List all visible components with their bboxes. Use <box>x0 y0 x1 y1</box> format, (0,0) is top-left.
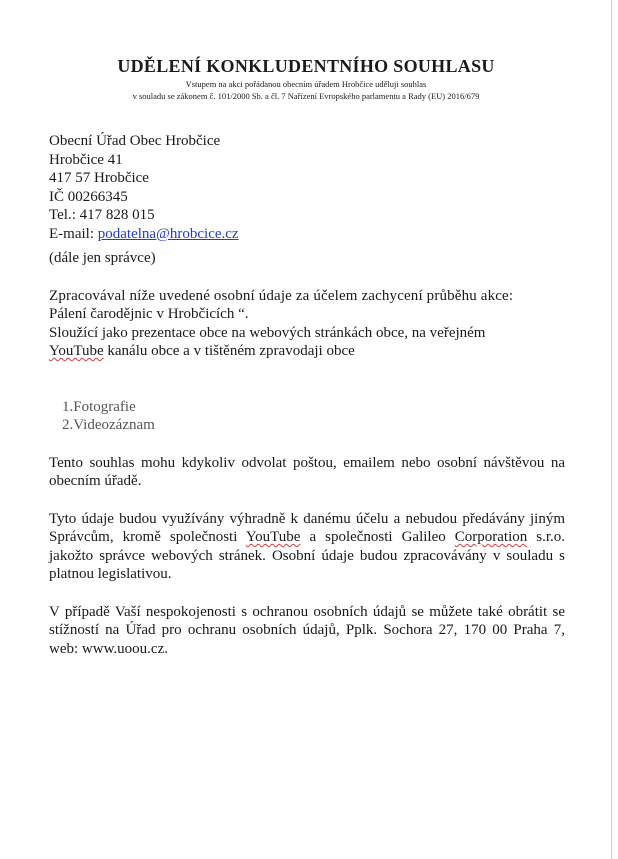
document-body <box>49 132 565 658</box>
purpose-line2: Pálení čarodějnic v Hrobčicích “. <box>49 306 249 322</box>
controller-phone: Tel.: 417 828 015 <box>49 207 155 223</box>
complaint-paragraph: V případě Vaší nespokojenosti s ochranou osobních údajů se můžete také obrátit se stížností na Úřad pro ochranu osobních údajů, Pplk. Sochora 27, 170 00 Praha 7, web: www.uoou.cz. <box>49 603 565 657</box>
controller-street: Hrobčice 41 <box>49 151 123 168</box>
usage-part1: Tyto údaje budou využívány výhradně k danému účelu a nebudou předávány jiným Správcům, kromě společnosti <box>49 510 565 545</box>
usage-part3: s.r.o. jakožto správce webových stránek. Osobní údaje budou zpracovávány v souladu s platnou legislativou. <box>49 529 566 582</box>
purpose-line1: Zpracovával níže uvedené osobní údaje za účelem zachycení průběhu akce: <box>49 287 514 304</box>
list-item <box>49 416 565 435</box>
document-title: UDĚLENÍ KONKLUDENTNÍHO SOUHLASU <box>117 56 495 76</box>
email-link[interactable]: podatelna@hrobcice.cz <box>97 225 239 242</box>
controller-ico: IČ 00266345 <box>49 188 128 205</box>
usage-paragraph <box>49 510 565 584</box>
document-subtitle-line2: v souladu se zákonem č. 101/2000 Sb. a čl. 7 Nařízení Evropského parlamentu a Rady (EU) 2016/679 <box>132 91 480 101</box>
data-items-list <box>49 398 565 435</box>
purpose-line3: Sloužící jako prezentace obce na webových stránkách obce, na veřejném <box>49 324 486 341</box>
controller-name: Obecní Úřad Obec Hrobčice <box>49 133 221 149</box>
youtube-word: YouTube <box>49 343 104 359</box>
list-item <box>49 398 565 417</box>
controller-address <box>49 132 565 268</box>
purpose-paragraph <box>49 287 565 361</box>
list-item-label: Fotografie <box>73 398 136 415</box>
revocation-paragraph: Tento souhlas mohu kdykoliv odvolat poštou, emailem nebo osobní návštěvou na obecním úřadě. <box>49 454 565 489</box>
purpose-line4-rest: kanálu obce a v tištěném zpravodaji obce <box>103 343 355 359</box>
list-item-label: Videozáznam <box>73 417 155 433</box>
usage-youtube: YouTube <box>245 529 301 545</box>
controller-email-line <box>49 225 565 244</box>
usage-part2: a společnosti Galileo <box>300 529 455 545</box>
controller-alias: (dále jen správce) <box>49 250 156 266</box>
email-label: E-mail: <box>49 225 94 242</box>
purpose-line4 <box>49 342 565 361</box>
list-item-number: 2. <box>62 417 74 433</box>
controller-city: 417 57 Hrobčice <box>49 170 149 186</box>
document-subtitle-line1: Vstupem na akci pořádanou obecním úřadem Hrobčice uděluji souhlas <box>185 79 427 89</box>
usage-corporation: Corporation <box>454 529 528 545</box>
list-item-number: 1. <box>62 398 74 415</box>
